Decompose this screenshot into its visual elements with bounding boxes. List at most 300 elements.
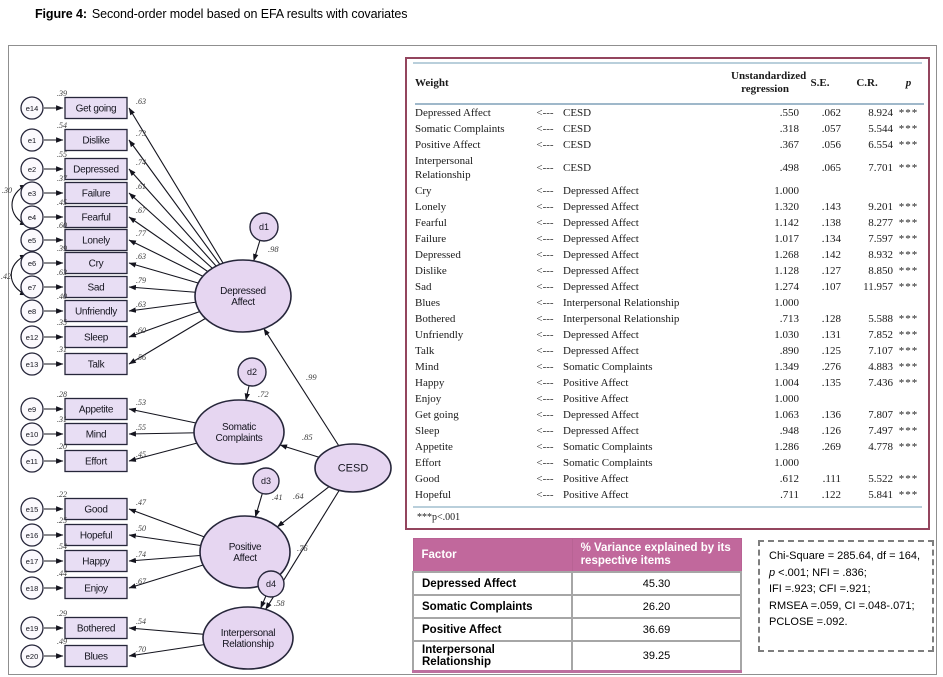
loading-value: .60 (136, 326, 146, 335)
error-label: e18 (25, 583, 39, 593)
fit-statistic-line: Chi-Square = 285.64, df = 164, (769, 550, 921, 562)
fit-statistic-line: p <.001; NFI = .836; (769, 566, 867, 579)
cell-p (893, 183, 924, 199)
disturbance-label: d4 (265, 579, 277, 589)
cell-arrow: <--- (536, 249, 554, 261)
cell-variance: 45.30 (572, 572, 741, 595)
observed-label: Blues (84, 651, 108, 663)
cell-cr (841, 455, 893, 471)
error-label: e8 (27, 306, 37, 316)
cell-estimate: .713 (779, 313, 800, 325)
covariance-value: .42 (1, 272, 11, 281)
error-variance-value: .63 (57, 268, 67, 277)
weights-row (415, 231, 924, 247)
cell-estimate: 1.000 (774, 393, 800, 405)
cell-cr: 8.277 (868, 217, 894, 229)
error-label: e20 (25, 651, 39, 661)
figure-caption-text: Second-order model based on EFA results with covariates (91, 7, 408, 21)
weights-row (415, 375, 924, 391)
cell-predictor: Depressed Affect (563, 345, 639, 357)
cell-estimate: 1.030 (774, 329, 800, 341)
cell-predictor: Depressed Affect (563, 201, 639, 213)
cell-arrow: <--- (536, 139, 554, 151)
factor-label: Affect (231, 297, 255, 308)
cell-dependent: Hopeful (415, 489, 452, 501)
cell-dependent: Fearful (415, 217, 447, 229)
cell-se: .276 (821, 361, 842, 373)
loading-value: .55 (136, 423, 146, 432)
weights-row (415, 279, 924, 295)
error-variance-value: .37 (57, 174, 67, 183)
cell-predictor: CESD (563, 139, 592, 151)
cell-cr: 5.841 (868, 489, 894, 501)
cell-dependent: Depressed (415, 249, 461, 261)
error-variance-value: .55 (57, 150, 67, 159)
cell-p (893, 455, 924, 471)
error-label: e6 (27, 258, 37, 268)
loading-value: .70 (136, 645, 146, 654)
cell-estimate: 1.286 (774, 441, 800, 453)
cell-arrow: <--- (536, 425, 554, 437)
cell-predictor: Somatic Complaints (563, 361, 653, 373)
observed-label: Failure (81, 188, 111, 200)
cell-cr: 4.883 (868, 361, 894, 373)
error-label: e11 (26, 456, 38, 466)
weights-row (415, 215, 924, 231)
loading-value: .79 (136, 276, 146, 285)
cell-cr: 5.522 (868, 473, 894, 485)
cell-arrow: <--- (536, 489, 554, 501)
cell-p: *** (898, 281, 919, 293)
fit-statistics-box (758, 540, 934, 652)
cell-arrow: <--- (536, 107, 554, 119)
error-variance-value: .29 (57, 609, 67, 618)
loading-value: .47 (136, 498, 146, 507)
error-variance-value: .28 (57, 390, 67, 399)
path-value: .58 (274, 598, 285, 608)
cell-predictor: Depressed Affect (563, 217, 639, 229)
loading-value: .63 (136, 252, 146, 261)
weights-row (415, 104, 924, 121)
path-value: .99 (306, 372, 317, 382)
error-variance-value: .31 (57, 345, 67, 354)
cell-estimate: 1.274 (774, 281, 800, 293)
cell-predictor: Depressed Affect (563, 425, 639, 437)
error-label: e17 (25, 556, 39, 566)
variance-row (413, 641, 741, 672)
cell-p: *** (898, 162, 919, 174)
cell-estimate: 1.142 (774, 217, 800, 229)
cell-p (893, 295, 924, 311)
structural-arrow (280, 445, 319, 457)
cell-p: *** (898, 265, 919, 277)
cell-dependent: Positive Affect (415, 139, 481, 151)
weights-row (415, 311, 924, 327)
cell-predictor: Positive Affect (563, 393, 629, 405)
observed-label: Enjoy (84, 583, 108, 595)
cell-dependent: Interpersonal Relationship (415, 155, 474, 181)
regression-weights-table-inner (413, 62, 922, 508)
cell-estimate: .948 (779, 425, 800, 437)
cell-estimate: 1.000 (774, 457, 800, 469)
error-variance-value: .22 (57, 490, 67, 499)
weights-row (415, 327, 924, 343)
cell-estimate: 1.268 (774, 249, 800, 261)
observed-label: Fearful (81, 212, 111, 224)
cell-cr: 8.850 (868, 265, 894, 277)
weights-header-row (415, 65, 924, 104)
cell-arrow: <--- (536, 457, 554, 469)
factor-label: Relationship (222, 639, 274, 650)
loading-value: .63 (136, 300, 146, 309)
loading-value: .67 (136, 206, 146, 215)
cell-cr: 5.588 (868, 313, 894, 325)
weights-row (415, 137, 924, 153)
observed-label: Cry (88, 258, 104, 270)
weights-header-se: S.E. (799, 65, 841, 104)
variance-row (413, 618, 741, 641)
cell-se: .135 (821, 377, 842, 389)
cell-se: .111 (822, 473, 842, 485)
path-value: .98 (268, 244, 279, 254)
cell-p: *** (898, 441, 919, 453)
cell-dependent: Mind (415, 361, 439, 373)
cell-p: *** (898, 249, 919, 261)
cell-se: .136 (821, 409, 842, 421)
cell-arrow: <--- (536, 393, 554, 405)
cell-dependent: Enjoy (415, 393, 442, 405)
cell-cr: 5.544 (868, 123, 894, 135)
cell-predictor: CESD (563, 107, 592, 119)
disturbance-arrow (246, 386, 249, 401)
cell-se (799, 391, 841, 407)
cell-variance: 26.20 (572, 595, 741, 618)
observed-label: Dislike (82, 135, 110, 147)
cell-predictor: Depressed Affect (563, 265, 639, 277)
cell-predictor: Positive Affect (563, 473, 629, 485)
factor-label: Somatic (221, 422, 257, 433)
error-label: e13 (25, 359, 39, 369)
cell-factor: Depressed Affect (413, 572, 572, 595)
loading-value: .54 (136, 617, 146, 626)
weights-row (415, 487, 924, 503)
cell-variance: 36.69 (572, 618, 741, 641)
cell-p: *** (898, 377, 919, 389)
weights-table (415, 65, 924, 503)
weights-header-unstandardized: Unstandardized regression (731, 65, 799, 104)
error-variance-value: .39 (57, 244, 67, 253)
error-variance-value: .39 (57, 89, 67, 98)
error-variance-value: .54 (57, 542, 67, 551)
error-label: e1 (27, 135, 37, 145)
cell-se: .122 (821, 489, 842, 501)
factor-label: Depressed (220, 286, 266, 297)
cell-predictor: Depressed Affect (563, 249, 639, 261)
cell-cr: 7.807 (868, 409, 894, 421)
observed-label: Talk (87, 359, 105, 371)
cell-arrow: <--- (536, 377, 554, 389)
cell-arrow: <--- (536, 233, 554, 245)
cell-se: .107 (821, 281, 842, 293)
disturbance-arrow (254, 240, 260, 261)
cell-se: .126 (821, 425, 842, 437)
cell-p: *** (898, 313, 919, 325)
cell-dependent: Talk (415, 345, 435, 357)
observed-label: Lonely (82, 235, 110, 247)
variance-table (412, 538, 742, 673)
error-variance-value: .49 (57, 637, 67, 646)
weights-header-cr: C.R. (841, 65, 893, 104)
cell-dependent: Appetite (415, 441, 453, 453)
cell-se: .134 (821, 233, 842, 245)
loading-value: .53 (136, 398, 146, 407)
observed-label: Bothered (76, 623, 116, 635)
cell-dependent: Unfriendly (415, 329, 464, 341)
cell-dependent: Bothered (415, 313, 456, 325)
cell-estimate: 1.004 (774, 377, 800, 389)
cell-predictor: CESD (563, 162, 592, 174)
cell-se: .142 (821, 249, 842, 261)
weights-row (415, 183, 924, 199)
error-label: e19 (25, 623, 39, 633)
cell-p: *** (898, 473, 919, 485)
fit-statistic-line: IFI =.923; CFI =.921; (769, 583, 871, 595)
cell-cr (841, 391, 893, 407)
weights-row (415, 455, 924, 471)
path-value: .85 (302, 432, 313, 442)
cell-p: *** (898, 139, 919, 151)
error-label: e12 (25, 332, 39, 342)
disturbance-label: d2 (246, 367, 258, 377)
cell-se: .269 (821, 441, 842, 453)
cell-se: .125 (821, 345, 842, 357)
cell-dependent: Happy (415, 377, 445, 389)
error-label: e9 (27, 404, 37, 414)
loading-value: .61 (136, 182, 146, 191)
cell-estimate: .890 (779, 345, 800, 357)
error-variance-value: .44 (57, 569, 67, 578)
disturbance-label: d3 (260, 476, 272, 486)
cell-cr: 7.497 (868, 425, 894, 437)
cell-dependent: Get going (415, 409, 459, 421)
cell-dependent: Depressed Affect (415, 107, 491, 119)
cell-estimate: .612 (779, 473, 800, 485)
weights-row (415, 471, 924, 487)
cell-cr (841, 295, 893, 311)
cell-predictor: CESD (563, 123, 592, 135)
cell-dependent: Sleep (415, 425, 440, 437)
error-label: e16 (25, 530, 39, 540)
cell-predictor: Depressed Affect (563, 233, 639, 245)
cell-p: *** (898, 489, 919, 501)
cell-estimate: 1.000 (774, 185, 800, 197)
cell-arrow: <--- (536, 185, 554, 197)
cell-predictor: Depressed Affect (563, 409, 639, 421)
disturbance-arrow (255, 493, 262, 517)
weights-row (415, 153, 924, 183)
weights-row (415, 407, 924, 423)
cell-estimate: 1.128 (774, 265, 800, 277)
cell-arrow: <--- (536, 123, 554, 135)
cell-estimate: 1.349 (774, 361, 800, 373)
path-value: .64 (293, 491, 304, 501)
cell-p: *** (898, 345, 919, 357)
cell-dependent: Effort (415, 457, 442, 469)
cell-arrow: <--- (536, 201, 554, 213)
cell-estimate: .550 (779, 107, 800, 119)
cell-dependent: Lonely (415, 201, 447, 213)
variance-header-percent: % Variance explained by its respective items (572, 539, 741, 573)
cell-cr: 7.701 (868, 162, 894, 174)
cell-predictor: Positive Affect (563, 489, 629, 501)
cell-dependent: Dislike (415, 265, 447, 277)
cell-cr: 7.436 (868, 377, 894, 389)
cell-p: *** (898, 107, 919, 119)
cell-p: *** (898, 409, 919, 421)
error-variance-value: .35 (57, 318, 67, 327)
cell-arrow: <--- (536, 297, 554, 309)
cell-p: *** (898, 217, 919, 229)
observed-label: Unfriendly (74, 306, 118, 318)
loading-value: .45 (136, 450, 146, 459)
error-label: e10 (25, 429, 39, 439)
factor-label: Positive (228, 542, 262, 553)
cell-cr (841, 183, 893, 199)
cell-estimate: 1.017 (774, 233, 800, 245)
cell-arrow: <--- (536, 473, 554, 485)
observed-label: Sad (87, 282, 105, 294)
observed-label: Good (84, 504, 108, 516)
error-variance-value: .45 (57, 198, 67, 207)
weights-row (415, 391, 924, 407)
cell-se: .131 (821, 329, 842, 341)
cell-dependent: Sad (415, 281, 432, 293)
weights-row (415, 343, 924, 359)
cell-arrow: <--- (536, 217, 554, 229)
cell-dependent: Failure (415, 233, 447, 245)
cell-dependent: Somatic Complaints (415, 123, 505, 135)
loading-value: .77 (136, 229, 146, 238)
loading-value: .67 (136, 577, 146, 586)
loading-value: .74 (136, 550, 146, 559)
cell-factor: Positive Affect (413, 618, 572, 641)
disturbance-label: d1 (258, 222, 270, 232)
cell-cr: 7.597 (868, 233, 894, 245)
error-label: e3 (27, 188, 37, 198)
cell-predictor: Depressed Affect (563, 329, 639, 341)
path-value: .72 (258, 389, 269, 399)
cell-dependent: Cry (415, 185, 432, 197)
cell-estimate: .367 (779, 139, 800, 151)
cell-p: *** (898, 425, 919, 437)
observed-label: Hopeful (79, 530, 113, 542)
cell-predictor: Positive Affect (563, 377, 629, 389)
variance-table-inner (412, 538, 742, 673)
weights-row (415, 359, 924, 375)
weights-row (415, 439, 924, 455)
cell-factor: Somatic Complaints (413, 595, 572, 618)
observed-label: Sleep (83, 332, 109, 344)
variance-header-row (413, 539, 741, 573)
weights-header-p: p (893, 65, 924, 104)
cell-variance: 39.25 (572, 641, 741, 672)
cell-cr: 4.778 (868, 441, 894, 453)
weights-row (415, 247, 924, 263)
cell-cr: 7.107 (868, 345, 894, 357)
cell-estimate: 1.000 (774, 297, 800, 309)
observed-label: Happy (82, 556, 110, 568)
cell-estimate: .711 (780, 489, 800, 501)
error-label: e2 (27, 164, 37, 174)
observed-label: Mind (85, 429, 107, 441)
cell-arrow: <--- (536, 329, 554, 341)
error-variance-value: .20 (57, 442, 67, 451)
error-variance-value: .60 (57, 221, 67, 230)
cell-estimate: .318 (779, 123, 800, 135)
variance-row (413, 595, 741, 618)
cell-p: *** (898, 123, 919, 135)
factor-label: Affect (233, 553, 257, 564)
figure-caption-label: Figure 4: (35, 7, 87, 21)
cell-arrow: <--- (536, 345, 554, 357)
cell-cr: 9.201 (868, 201, 894, 213)
cell-arrow: <--- (536, 281, 554, 293)
factor-label: Complaints (215, 433, 263, 444)
cell-se (799, 295, 841, 311)
cell-predictor: Somatic Complaints (563, 457, 653, 469)
variance-header-factor: Factor (413, 539, 572, 573)
error-variance-value: .31 (57, 415, 67, 424)
cell-arrow: <--- (536, 162, 554, 174)
cell-cr: 8.924 (868, 107, 894, 119)
cell-cr: 6.554 (868, 139, 894, 151)
cell-se: .065 (821, 162, 842, 174)
regression-weights-table (405, 57, 930, 530)
cell-p: *** (898, 329, 919, 341)
observed-label: Appetite (78, 404, 114, 416)
cell-dependent: Good (415, 473, 440, 485)
cell-p (893, 391, 924, 407)
observed-label: Effort (85, 456, 107, 468)
observed-label: Depressed (73, 164, 119, 176)
cell-se: .057 (821, 123, 842, 135)
weights-row (415, 199, 924, 215)
loading-value: .63 (136, 97, 146, 106)
cell-arrow: <--- (536, 361, 554, 373)
cell-predictor: Interpersonal Relationship (563, 297, 680, 309)
cell-predictor: Depressed Affect (563, 281, 639, 293)
cell-factor: Interpersonal Relationship (413, 641, 572, 672)
cell-predictor: Interpersonal Relationship (563, 313, 680, 325)
error-variance-value: .54 (57, 121, 67, 130)
cell-cr: 7.852 (868, 329, 894, 341)
covariance-value: .30 (2, 186, 12, 195)
cell-se: .062 (821, 107, 842, 119)
cell-dependent: Blues (415, 297, 441, 309)
factor-label: Interpersonal (220, 628, 276, 639)
weights-header-weight: Weight (415, 65, 731, 104)
weights-row (415, 423, 924, 439)
error-label: e7 (27, 282, 37, 292)
loading-value: .73 (136, 129, 146, 138)
cell-p: *** (898, 201, 919, 213)
cell-estimate: .498 (779, 162, 800, 174)
loading-value: .56 (136, 353, 146, 362)
path-value: .41 (272, 492, 283, 502)
cell-predictor: Depressed Affect (563, 185, 639, 197)
error-variance-value: .25 (57, 516, 67, 525)
cell-se: .127 (821, 265, 842, 277)
